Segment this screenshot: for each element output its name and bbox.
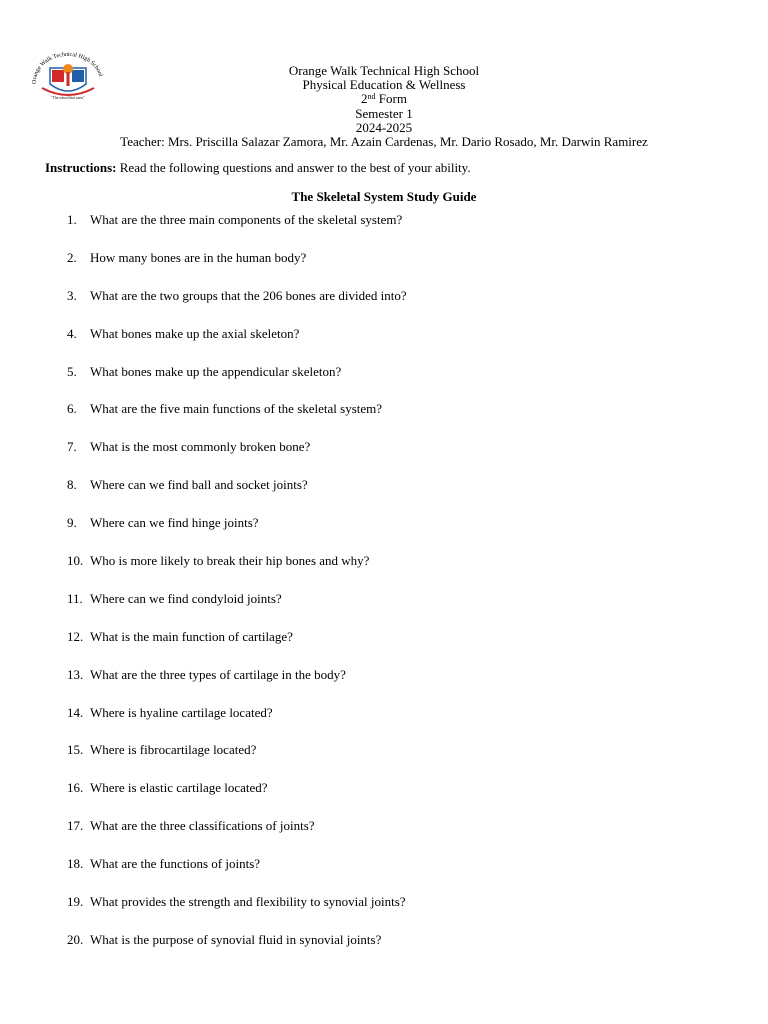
question-text: How many bones are in the human body? (90, 249, 307, 265)
question-text: Who is more likely to break their hip bones and why? (90, 553, 370, 569)
school-year: 2024-2025 (355, 119, 413, 135)
question-text: Where can we find hinge joints? (90, 515, 259, 531)
question-number: 7. (67, 439, 77, 455)
question-text: What are the three main components of the skeletal system? (90, 212, 403, 227)
question-number: 12. (67, 628, 84, 644)
question-text: What is the most commonly broken bone? (90, 439, 311, 455)
question-number: 20. (67, 931, 84, 947)
study-guide-title: The Skeletal System Study Guide (291, 189, 477, 204)
form-level (0, 92, 768, 106)
question-number: 19. (67, 894, 84, 910)
school-name: Orange Walk Technical High School (288, 63, 480, 78)
document-header (0, 64, 768, 149)
question-number: 18. (67, 856, 84, 872)
question-number: 16. (67, 780, 84, 796)
question-text: Where is fibrocartilage located? (90, 742, 257, 758)
instructions (45, 160, 471, 176)
question-number: 14. (67, 704, 84, 720)
logo-arc-text: Orange Walk Technical High School (31, 51, 104, 85)
semester: Semester 1 (355, 105, 413, 121)
question-text: What is the main function of cartilage? (90, 628, 293, 644)
question-number: 11. (67, 590, 83, 606)
form-word: Form (378, 91, 407, 107)
question-text: What are the five main functions of the skeletal system? (90, 401, 383, 417)
subject-name: Physical Education & Wellness (302, 77, 466, 93)
logo-motto: "The school that cares" (51, 96, 85, 100)
question-text: Where can we find condyloid joints? (90, 590, 282, 606)
question-number: 3. (67, 287, 77, 303)
question-text: What are the two groups that the 206 bones are divided into? (90, 287, 407, 303)
question-text: What are the three types of cartilage in the body? (90, 666, 346, 682)
question-number: 13. (67, 666, 84, 682)
question-number: 10. (67, 553, 84, 569)
question-text: What is the purpose of synovial fluid in synovial joints? (90, 931, 382, 947)
teacher-list: Teacher: Mrs. Priscilla Salazar Zamora, Mr. Azain Cardenas, Mr. Dario Rosado, Mr. Darwin Ramirez (120, 134, 648, 150)
question-text: What are the three classifications of joints? (90, 818, 315, 834)
form-suffix: nd (367, 92, 376, 102)
question-number: 5. (67, 363, 77, 379)
question-text: Where is hyaline cartilage located? (90, 704, 273, 720)
question-number: 4. (67, 325, 77, 341)
question-text: Where is elastic cartilage located? (90, 780, 268, 796)
question-number: 8. (67, 477, 77, 493)
question-number: 17. (67, 818, 84, 834)
question-text: Where can we find ball and socket joints? (90, 477, 308, 493)
question-text: What bones make up the axial skeleton? (90, 325, 300, 341)
question-text: What are the functions of joints? (90, 856, 261, 872)
question-number: 15. (67, 742, 84, 758)
question-number: 6. (67, 401, 77, 417)
question-number: 2. (67, 249, 77, 265)
question-number: 1. (67, 212, 77, 227)
question-number: 9. (67, 515, 77, 531)
question-text: What provides the strength and flexibility to synovial joints? (90, 894, 406, 910)
question-text: What bones make up the appendicular skeleton? (90, 363, 342, 379)
form-number: 2 (361, 91, 368, 107)
instructions-text: Read the following questions and answer to the best of your ability. (116, 160, 471, 175)
instructions-label: Instructions: (45, 160, 117, 175)
